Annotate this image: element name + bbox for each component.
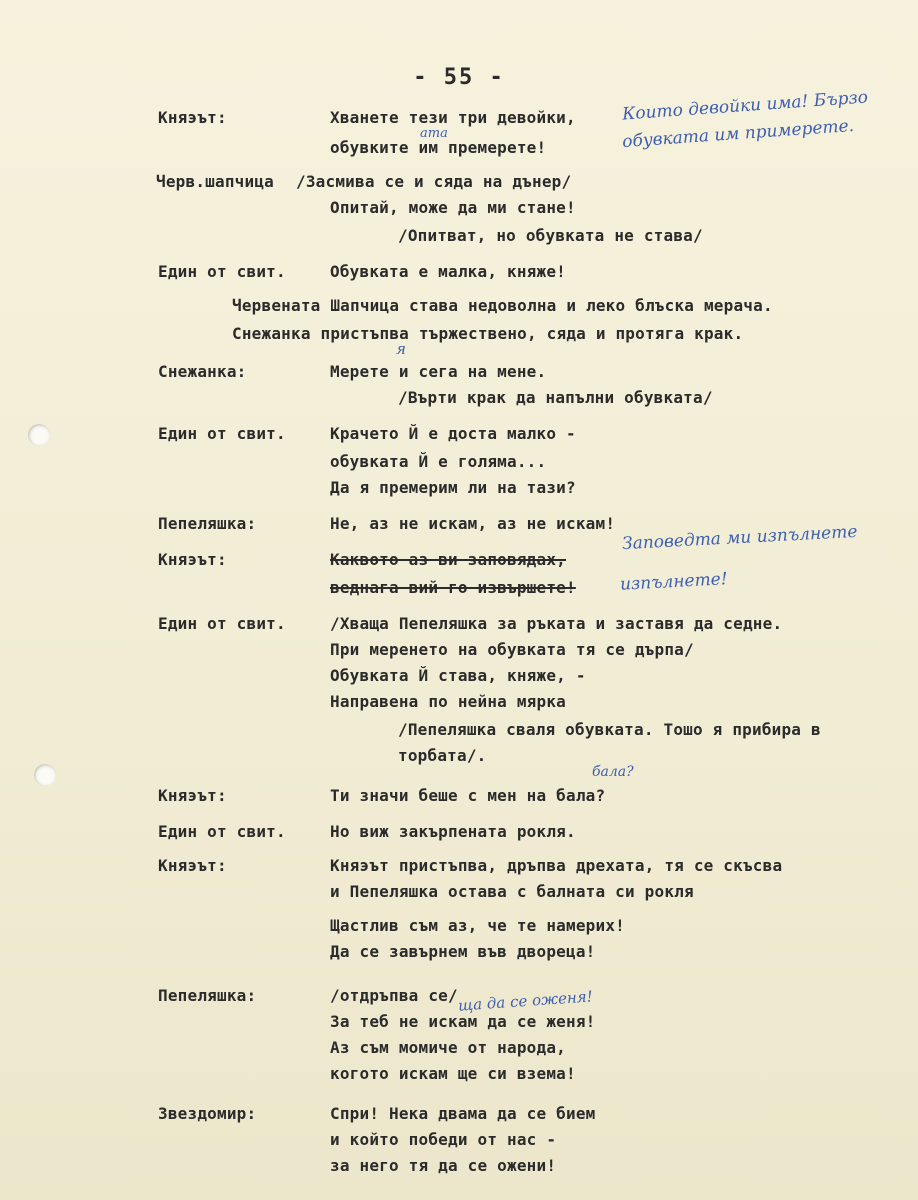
speaker-label: Снежанка: — [158, 362, 247, 381]
stage-direction: Княэът пристъпва, дръпва дрехата, тя се скъсва — [330, 856, 783, 875]
handwritten-note: ата — [420, 126, 448, 141]
dialogue-line: Хванете тези три девойки, — [330, 108, 576, 127]
dialogue-line: Спри! Нека двама да се бием — [330, 1104, 596, 1123]
speaker-label: Един от свит. — [158, 822, 286, 841]
stage-direction: /Хваща Пепеляшка за ръката и заставя да седне. — [330, 614, 783, 633]
handwritten-note: изпълнете! — [619, 569, 729, 595]
stage-direction: /Засмива се и сяда на дънер/ — [296, 172, 572, 191]
handwritten-note: бала? — [592, 764, 634, 780]
dialogue-line: и който победи от нас - — [330, 1130, 557, 1149]
stage-direction: При мерeнето на обувката тя се дърпа/ — [330, 640, 694, 659]
dialogue-line: Щастлив съм аз, че те намерих! — [330, 916, 625, 935]
dialogue-line: Крачето Й е доста малко - — [330, 424, 576, 443]
dialogue-line: за него тя да се ожени! — [330, 1156, 557, 1175]
dialogue-line: За теб не искам да се женя! — [330, 1012, 596, 1031]
speaker-label: Княэът: — [158, 856, 227, 875]
page-number: - 55 - — [413, 65, 505, 90]
stage-direction: Снежанка пристъпва тържествено, сяда и протяга крак. — [232, 324, 744, 343]
dialogue-line: Мерете и сега на мене. — [330, 362, 547, 381]
handwritten-note: я — [396, 340, 406, 358]
speaker-label: Княэът: — [158, 108, 227, 127]
speaker-label: Пепеляшка: — [158, 986, 257, 1005]
punch-hole — [28, 424, 50, 446]
dialogue-line: Обувката Й става, княже, - — [330, 666, 586, 685]
dialogue-line: Обувката е малка, княже! — [330, 262, 566, 281]
dialogue-line: Да се завърнем във двореца! — [330, 942, 596, 961]
stage-direction: /отдръпва се/ — [330, 986, 458, 1005]
stage-direction: торбата/. — [398, 746, 487, 765]
speaker-label: Един от свит. — [158, 614, 286, 633]
handwritten-note: ща да се оженя! — [457, 987, 594, 1015]
stage-direction: /Върти крак да напълни обувката/ — [398, 388, 713, 407]
dialogue-line: обувката Й е голяма... — [330, 452, 547, 471]
speaker-label: Черв.шапчица — [156, 172, 274, 191]
handwritten-note: Които девойки има! Бързо — [621, 87, 869, 125]
dialogue-line: когото искам ще си взема! — [330, 1064, 576, 1083]
dialogue-line: Но виж закърпената рокля. — [330, 822, 576, 841]
dialogue-line: Каквото аз ви заповядах, — [330, 550, 566, 569]
dialogue-line: Опитай, може да ми стане! — [330, 198, 576, 217]
dialogue-line: Направена по нейна мярка — [330, 692, 566, 711]
stage-direction: и Пепеляшка остава с балната си рокля — [330, 882, 694, 901]
speaker-label: Пепеляшка: — [158, 514, 257, 533]
speaker-label: Княэът: — [158, 550, 227, 569]
dialogue-line: обувките им премерете! — [330, 138, 547, 157]
speaker-label: Един от свит. — [158, 424, 286, 443]
stage-direction: Червената Шапчица става недоволна и леко блъска мерача. — [232, 296, 773, 315]
speaker-label: Звездомир: — [158, 1104, 257, 1123]
punch-hole — [34, 764, 56, 786]
speaker-label: Княэът: — [158, 786, 227, 805]
dialogue-line: Да я премерим ли на тази? — [330, 478, 576, 497]
handwritten-note: обувката им примерете. — [621, 115, 855, 153]
speaker-label: Един от свит. — [158, 262, 286, 281]
handwritten-note: Заповедта ми изпълнете — [621, 521, 858, 555]
stage-direction: /Опитват, но обувката не става/ — [398, 226, 703, 245]
dialogue-line: Не, аз не искам, аз не искам! — [330, 514, 616, 533]
dialogue-line: Ти значи беше с мен на бала? — [330, 786, 606, 805]
stage-direction: /Пепеляшка сваля обувката. Тошо я прибира в — [398, 720, 821, 739]
dialogue-line: веднага вий го извършете! — [330, 578, 576, 597]
dialogue-line: Аз съм момиче от народа, — [330, 1038, 566, 1057]
